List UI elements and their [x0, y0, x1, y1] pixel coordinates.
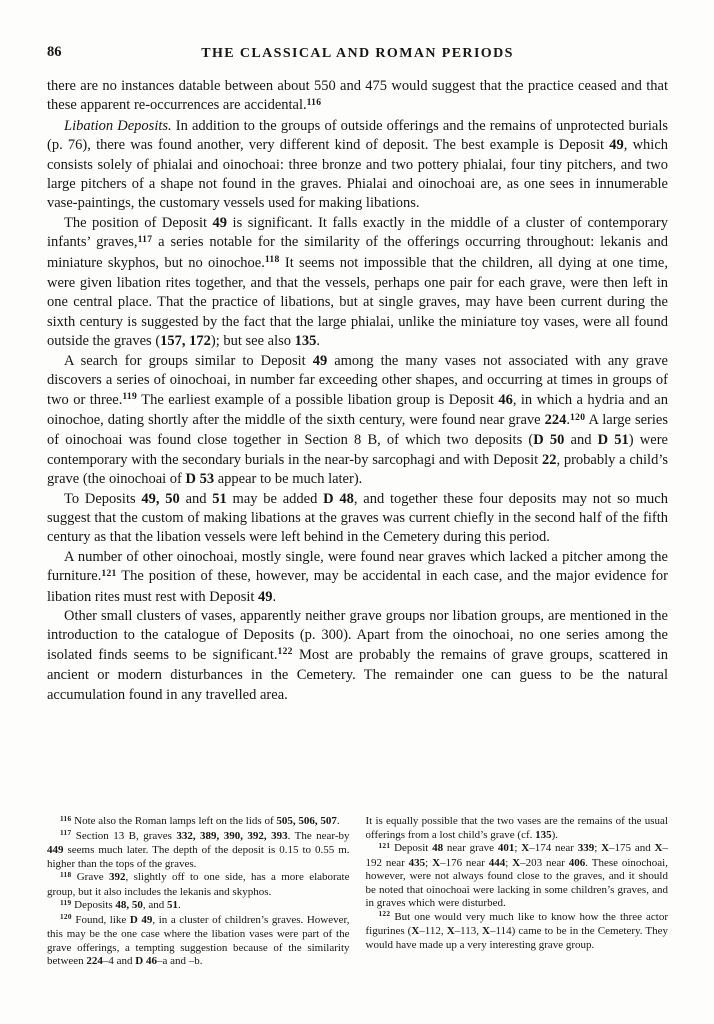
- footnote: [47, 830, 350, 872]
- paragraph: [47, 490, 668, 548]
- page-number: 86: [47, 44, 62, 60]
- text-run: –203 near: [520, 856, 569, 869]
- footnote-ref: 119: [122, 391, 138, 403]
- footnote-column-right: [366, 815, 669, 969]
- text-run: seems much later. The depth of the deposit is 0.15 to 0.55 m. higher than the tops of the graves.: [47, 844, 350, 870]
- footnote: [47, 914, 350, 969]
- text-run: .: [336, 815, 340, 827]
- text-run: ;: [425, 856, 433, 869]
- reference-bold: X: [654, 842, 663, 854]
- text-run: Grave: [71, 871, 109, 883]
- footnotes-section: [47, 815, 668, 969]
- reference-bold: 224: [86, 955, 103, 967]
- reference-bold: 49: [258, 588, 273, 605]
- reference-bold: X: [512, 856, 521, 869]
- reference-bold: 339: [577, 842, 595, 854]
- reference-bold: 505, 506, 507: [276, 815, 337, 827]
- footnote: [366, 815, 669, 842]
- reference-bold: D 50: [533, 432, 565, 449]
- text-run: It is equally possible that the two vases are the remains of the usual offerings from a lost child’s grave (cf.: [365, 815, 668, 841]
- footnote: [366, 842, 669, 911]
- footnote-ref: 122: [378, 910, 391, 919]
- text-run: a series notable for the similarity of the offerings occurring throughout: lekanis and miniature skyphos, but no oinochoe.: [47, 234, 669, 271]
- text-run: ;: [514, 842, 522, 854]
- footnote-column-left: [47, 815, 350, 969]
- text-run: near grave: [443, 842, 498, 854]
- reference-bold: 48: [432, 842, 444, 854]
- text-run: and: [179, 490, 213, 507]
- footnote-ref: 121: [101, 567, 117, 579]
- footnote: [366, 911, 669, 953]
- text-run: , and together these four deposits may not so much suggest that the custom of making libations at the graves was current chiefly in the second half of the fifth century as that the libation vessels were left behind in the Cemetery during this period.: [47, 490, 668, 546]
- reference-bold: 49: [609, 137, 624, 154]
- reference-bold: 48, 50: [115, 899, 143, 911]
- reference-bold: D 46: [135, 955, 157, 967]
- reference-bold: X: [521, 842, 530, 854]
- italic-phrase: Libation Deposits.: [64, 117, 172, 134]
- text-run: To Deposits: [64, 490, 142, 507]
- text-run: –192 near: [365, 842, 668, 869]
- reference-bold: 401: [497, 842, 515, 854]
- text-run: Deposit: [390, 842, 433, 854]
- text-run: The position of Deposit: [64, 214, 213, 231]
- reference-bold: D 48: [323, 490, 354, 507]
- footnote-ref: 120: [570, 411, 586, 423]
- reference-bold: D 51: [597, 432, 629, 449]
- paragraph: [47, 352, 668, 490]
- footnote-ref: 122: [277, 646, 293, 658]
- reference-bold: 51: [212, 490, 227, 507]
- text-run: , slightly off to one side, has a more elaborate group, but it also includes the lekanis and skyphos.: [47, 871, 350, 898]
- text-run: But one would very much like to know how the three actor figurines (: [365, 910, 668, 937]
- reference-bold: D 49: [129, 913, 153, 926]
- text-run: . The near-by: [287, 829, 350, 842]
- reference-bold: 224: [544, 411, 567, 428]
- text-run: It seems not impossible that the children, all dying at one time, were given libation rites together, and that the vessels, perhaps one pair for each grave, were then left in one central place. That the practice of libations, but at single graves, may have been current during the sixth century is suggested by the fact that the large phialai, unlike the miniature toy vases, were all found outside the graves (: [47, 254, 668, 350]
- reference-bold: X: [446, 925, 455, 937]
- text-run: .: [566, 411, 571, 428]
- footnote-ref: 117: [137, 233, 153, 245]
- text-run: Most are probably the remains of grave groups, scattered in ancient or modern disturbances in the Cemetery. The remainder one can guess to be the natural accumulation found in any travelled area.: [47, 646, 668, 703]
- reference-bold: 435: [408, 856, 426, 869]
- text-run: Found, like: [71, 913, 130, 926]
- text-run: may be added: [226, 490, 324, 507]
- text-run: , in which a hydria and an oinochoe, dating shortly after the middle of the sixth century, were found near grave: [47, 391, 668, 428]
- text-run: , and: [142, 899, 168, 911]
- text-run: ;: [505, 856, 513, 869]
- reference-bold: 49: [212, 214, 228, 231]
- footnote: [47, 899, 350, 914]
- footnote-ref: 118: [264, 254, 280, 266]
- reference-bold: D 53: [185, 471, 215, 488]
- text-run: A large series of oinochoai was found close together in Section 8 B, of which two deposits (: [47, 411, 668, 449]
- text-run: ;: [594, 842, 602, 854]
- text-run: Other small clusters of vases, apparently neither grave groups nor libation groups, are mentioned in the introduction to the catalogue of Deposits (p. 300). Apart from the oinochoai, no one series among the isolated finds seems to be significant.: [47, 607, 668, 663]
- footnote-ref: 117: [60, 829, 72, 838]
- footnote-ref: 119: [60, 898, 72, 907]
- footnote-ref: 120: [60, 913, 72, 922]
- footnote-ref: 121: [378, 841, 391, 850]
- reference-bold: 51: [167, 899, 179, 911]
- footnote-ref: 118: [60, 870, 72, 879]
- text-run: Note also the Roman lamps left on the lids of: [71, 815, 277, 827]
- reference-bold: 332, 389, 390, 392, 393: [176, 829, 288, 842]
- footnote: [47, 871, 350, 899]
- text-run: The position of these, however, may be accidental in each case, and the major evidence for libation rites must rest with Deposit: [47, 568, 668, 605]
- reference-bold: 135: [294, 333, 317, 350]
- footnote-ref: 116: [306, 97, 322, 109]
- reference-bold: X: [411, 925, 420, 937]
- text-run: Deposits: [71, 899, 116, 911]
- text-run: Section 13 B, graves: [71, 829, 177, 842]
- reference-bold: 406: [568, 856, 586, 869]
- paragraph: [47, 117, 668, 214]
- text-run: and: [564, 432, 598, 449]
- text-run: , probably a child’s grave (the oinochoai of: [47, 451, 668, 488]
- text-run: . These oinochoai, however, were not always found close to the graves, and it should be noted that oinochoai were lacking in some children’s graves, and in graves which were disturbed.: [365, 856, 668, 909]
- text-run: –175 and: [609, 842, 655, 854]
- text-run: ).: [551, 828, 559, 841]
- text-run: is significant. It falls exactly in the middle of a cluster of contemporary infants’ graves,: [47, 214, 668, 251]
- paragraph: [47, 548, 668, 607]
- page-header: [47, 44, 668, 64]
- reference-bold: 22: [541, 451, 557, 468]
- text-run: ) were contemporary with the secondary burials in the near-by sarcophagi and with Deposit: [47, 432, 668, 468]
- reference-bold: 46: [498, 391, 513, 408]
- body-text: [47, 77, 668, 705]
- text-run: ); but see also: [210, 333, 295, 350]
- reference-bold: 444: [488, 856, 506, 869]
- text-run: –174 near: [529, 842, 578, 854]
- text-run: –112,: [419, 925, 447, 937]
- text-run: –4 and: [102, 955, 136, 967]
- text-run: , which consists solely of phialai and oinochoai: three bronze and two pottery phialai, four tiny pitchers, and two large pitchers of a shape not found in the graves. Phialai and oinochoai are, as one sees in innumerable vase-paintings, the customary vessels used for making libations.: [47, 137, 669, 212]
- text-run: among the many vases not associated with any grave discovers a series of oinochoai, in number far exceeding other shapes, and occurring at times in groups of two or three.: [47, 352, 668, 408]
- reference-bold: 49: [312, 352, 328, 369]
- text-run: .: [316, 333, 321, 350]
- reference-bold: X: [482, 925, 490, 937]
- text-run: The earliest example of a possible libation group is Deposit: [137, 391, 499, 408]
- paragraph: [47, 607, 668, 705]
- footnote-ref: 116: [60, 814, 72, 823]
- reference-bold: 49, 50: [141, 490, 180, 507]
- text-run: A number of other oinochoai, mostly single, were found near graves which lacked a pitcher among the furniture.: [47, 548, 668, 585]
- text-run: –114) came to be in the Cemetery. They would have made up a very interesting grave group.: [365, 925, 669, 951]
- paragraph: [47, 77, 668, 117]
- reference-bold: 392: [108, 871, 126, 883]
- text-run: .: [272, 588, 277, 605]
- reference-bold: X: [432, 856, 441, 869]
- reference-bold: 157, 172: [160, 333, 211, 350]
- text-run: there are no instances datable between about 550 and 475 would suggest that the practice ceased and that these apparent re-occurrences are accidental.: [47, 78, 668, 114]
- text-run: In addition to the groups of outside offerings and the remains of unprotected burials (p. 76), there was found another, very different kind of deposit. The best example is Deposit: [47, 117, 668, 154]
- text-run: A search for groups similar to Deposit: [64, 352, 313, 369]
- text-run: –113,: [454, 925, 483, 937]
- reference-bold: X: [601, 842, 610, 854]
- reference-bold: 135: [535, 828, 552, 841]
- footnote: [47, 815, 350, 830]
- text-run: appear to be much later).: [214, 471, 363, 488]
- text-run: , in a cluster of children’s graves. However, this may be the one case where the libation vases were part of the grave offerings, a tempting suggestion because of the similarity between: [47, 913, 350, 967]
- text-run: –176 near: [440, 856, 489, 869]
- running-title: THE CLASSICAL AND ROMAN PERIODS: [201, 46, 514, 61]
- text-run: .: [178, 899, 181, 911]
- paragraph: [47, 214, 668, 352]
- text-run: –a and –b.: [157, 955, 203, 967]
- reference-bold: 449: [47, 844, 64, 856]
